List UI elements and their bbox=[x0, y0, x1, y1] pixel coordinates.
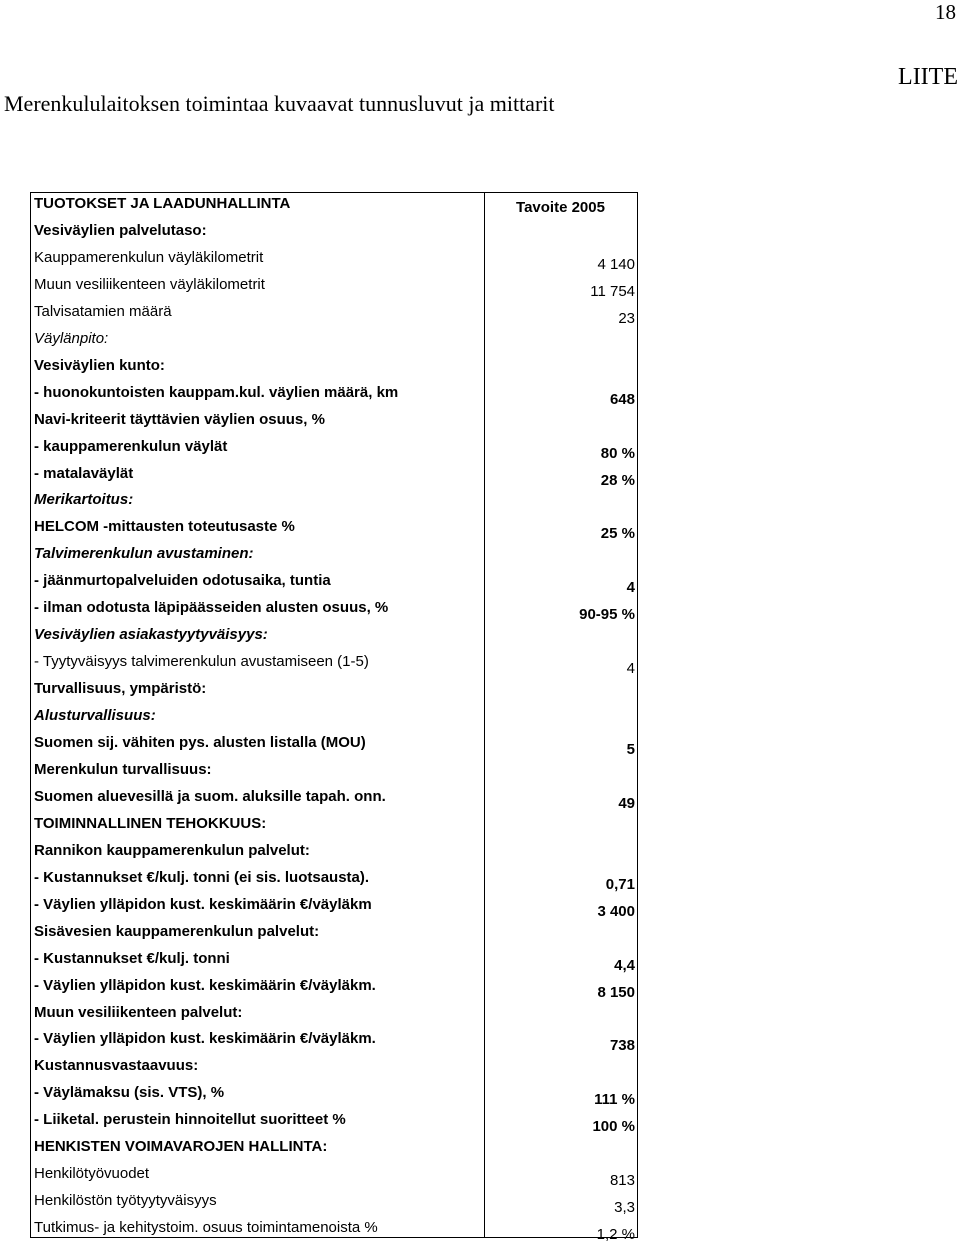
row-value: 80 % bbox=[600, 444, 635, 462]
row-value: 23 bbox=[618, 309, 635, 327]
row-value: 49 bbox=[618, 794, 635, 812]
row-label: HELCOM -mittausten toteutusaste % bbox=[34, 518, 295, 536]
row-label: - matalaväylät bbox=[34, 464, 134, 482]
row-label: - Liiketal. perustein hinnoitellut suoritteet % bbox=[34, 1111, 346, 1129]
row-value: 738 bbox=[609, 1037, 635, 1055]
row-label: HENKISTEN VOIMAVAROJEN HALLINTA: bbox=[34, 1138, 328, 1156]
row-label: Merenkulun turvallisuus: bbox=[34, 760, 212, 778]
appendix-label: LIITE bbox=[898, 64, 958, 90]
page-title: Merenkululaitoksen toimintaa kuvaavat tunnusluvut ja mittarit bbox=[4, 91, 555, 116]
row-label: Kustannusvastaavuus: bbox=[34, 1057, 199, 1075]
column-divider bbox=[484, 193, 485, 1237]
row-value: 3 400 bbox=[597, 902, 635, 920]
row-label: - ilman odotusta läpipäässeiden alusten osuus, % bbox=[34, 599, 389, 617]
row-label: Muun vesiliikenteen palvelut: bbox=[34, 1003, 243, 1021]
row-label: Väylänpito: bbox=[34, 329, 109, 347]
row-label: Merikartoitus: bbox=[34, 491, 134, 509]
row-value: 28 % bbox=[600, 471, 635, 489]
row-label: Suomen sij. vähiten pys. alusten listalla (MOU) bbox=[34, 734, 366, 751]
row-value: 4 140 bbox=[597, 255, 635, 273]
row-label: - Väylämaksu (sis. VTS), % bbox=[34, 1084, 225, 1102]
row-label: Navi-kriteerit täyttävien väylien osuus, % bbox=[34, 410, 325, 428]
row-label: Tutkimus- ja kehitystoim. osuus toimintamenoista % bbox=[34, 1219, 378, 1237]
row-label: Muun vesiliikenteen väyläkilometrit bbox=[34, 275, 265, 293]
row-label: - huonokuntoisten kauppam.kul. väylien määrä, km bbox=[34, 383, 399, 401]
row-label: Sisävesien kauppamerenkulun palvelut: bbox=[34, 922, 320, 940]
row-value: 8 150 bbox=[597, 983, 635, 1001]
row-label: - jäänmurtopalveluiden odotusaika, tuntia bbox=[34, 572, 331, 590]
row-value: 3,3 bbox=[614, 1199, 635, 1217]
row-label: - Väylien ylläpidon kust. keskimäärin €/väyläkm bbox=[34, 895, 372, 913]
row-value: 4 bbox=[626, 579, 635, 597]
metrics-table bbox=[30, 192, 638, 1244]
row-label: - Kustannukset €/kulj. tonni (ei sis. luotsausta). bbox=[34, 868, 370, 886]
row-label: Vesiväylien palvelutaso: bbox=[34, 221, 207, 239]
row-value: 111 % bbox=[594, 1091, 635, 1109]
row-label: Henkilötyövuodet bbox=[34, 1165, 150, 1183]
row-label: - Väylien ylläpidon kust. keskimäärin €/väyläkm. bbox=[34, 976, 376, 994]
row-label: Henkilöstön työtyytyväisyys bbox=[34, 1192, 217, 1210]
row-value: 5 bbox=[626, 741, 635, 758]
row-value: 4,4 bbox=[614, 956, 635, 974]
row-label: Talvimerenkulun avustaminen: bbox=[34, 545, 254, 563]
row-value: 11 754 bbox=[590, 282, 635, 300]
row-label: - Kustannukset €/kulj. tonni bbox=[34, 949, 230, 967]
row-value: 90-95 % bbox=[579, 606, 635, 624]
row-label: Turvallisuus, ympäristö: bbox=[34, 680, 207, 698]
row-label: Vesiväylien kunto: bbox=[34, 356, 165, 374]
target-column-header: Tavoite 2005 bbox=[516, 199, 605, 216]
row-label: - kauppamerenkulun väylät bbox=[34, 437, 228, 455]
row-value: 25 % bbox=[600, 525, 635, 543]
row-value: 648 bbox=[609, 390, 635, 408]
row-label: - Väylien ylläpidon kust. keskimäärin €/väyläkm. bbox=[34, 1030, 376, 1048]
row-label: TOIMINNALLINEN TEHOKKUUS: bbox=[34, 814, 267, 832]
row-label: Suomen aluevesillä ja suom. aluksille tapah. onn. bbox=[34, 787, 386, 805]
row-label: Vesiväylien asiakastyytyväisyys: bbox=[34, 626, 268, 644]
row-label: Kauppamerenkulun väyläkilometrit bbox=[34, 248, 264, 266]
row-value: 100 % bbox=[592, 1118, 635, 1136]
row-value: 4 bbox=[626, 660, 635, 678]
row-label: - Tyytyväisyys talvimerenkulun avustamiseen (1-5) bbox=[34, 653, 369, 671]
page-number: 18 bbox=[935, 0, 956, 24]
row-value: 1,2 % bbox=[596, 1226, 635, 1244]
row-value: 0,71 bbox=[605, 875, 635, 893]
row-label: Alusturvallisuus: bbox=[34, 707, 156, 725]
row-value: 813 bbox=[609, 1172, 635, 1190]
row-label: Talvisatamien määrä bbox=[34, 302, 172, 320]
row-label: TUOTOKSET JA LAADUNHALLINTA bbox=[34, 195, 291, 212]
row-label: Rannikon kauppamerenkulun palvelut: bbox=[34, 841, 310, 859]
